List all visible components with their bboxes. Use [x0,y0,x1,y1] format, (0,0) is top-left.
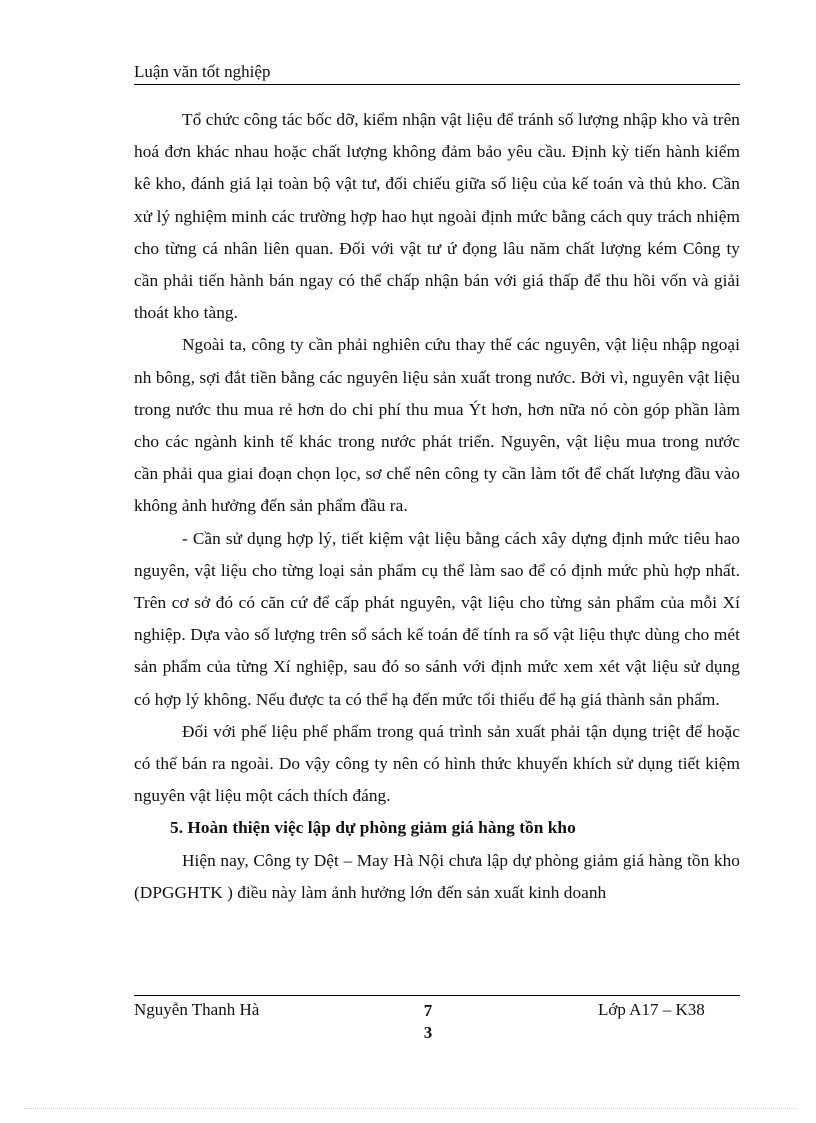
footer-class: Lớp A17 – K38 [598,1000,705,1019]
paragraph-5: Hiện nay, Công ty Dệt – May Hà Nội chưa lập dự phòng giảm giá hàng tồn kho (DPGGHTK ) điều này làm ảnh hưởng lớn đến sản xuất kinh doanh [134,850,740,902]
header-title: Luận văn tốt nghiệp [134,62,271,81]
page-edge-divider [24,1108,796,1109]
section-heading-5: 5. Hoàn thiện việc lập dự phòng giảm giá hàng tồn kho [170,818,576,838]
running-header [134,60,740,85]
page-number [410,1000,446,1044]
footer-author: Nguyễn Thanh Hà [134,1000,260,1019]
page-number-bottom: 3 [423,1023,433,1042]
footer-divider [134,995,740,996]
paragraph-2: Ngoài ta, công ty cần phải nghiên cứu thay thế các nguyên, vật liệu nhập ngoại nh bông, sợi đắt tiền bằng các nguyên liệu sản xuất trong nước. Bởi vì, nguyên vật liệu trong nước thu mua rẻ hơn do chi phí thu mua Ýt hơn, hơn nữa nó còn góp phần làm cho các ngành kinh tế khác trong nước phát triển. Nguyên, vật liệu mua trong nước cần phải qua giai đoạn chọn lọc, sơ chế nên công ty cần làm tốt để chất lượng đầu vào không ảnh hưởng đến sản phẩm đầu ra. [134,335,740,516]
document-body [134,104,740,909]
paragraph-4: Đối với phế liệu phế phẩm trong quá trình sản xuất phải tận dụng triệt để hoặc có thể bán ra ngoài. Do vậy công ty nên có hình thức khuyến khích sử dụng tiết kiệm nguyên vật liệu một cách thích đáng. [134,721,740,806]
paragraph-1: Tổ chức công tác bốc dỡ, kiểm nhận vật liệu để tránh số lượng nhập kho và trên hoá đơn khác nhau hoặc chất lượng không đảm bảo yêu cầu. Định kỳ tiến hành kiểm kê kho, đánh giá lại toàn bộ vật tư, đối chiếu giữa số liệu của kế toán và thủ kho. Cần xử lý nghiệm minh các trường hợp hao hụt ngoài định mức bằng cách quy trách nhiệm cho từng cá nhân liên quan. Đối với vật tư ứ đọng lâu năm chất lượng kém Công ty cần phải tiến hành bán ngay có thể chấp nhận bán với giá thấp để thu hồi vốn và giải thoát kho tàng. [134,110,740,323]
paragraph-3: - Cần sử dụng hợp lý, tiết kiệm vật liệu bằng cách xây dựng định mức tiêu hao nguyên, vật liệu cho từng loại sản phẩm cụ thể làm sao để có định mức phù hợp nhất. Trên cơ sở đó có căn cứ để cấp phát nguyên, vật liệu cho từng sản phẩm của mỗi Xí nghiệp. Dựa vào số lượng trên sổ sách kế toán để tính ra số vật liệu thực dùng cho mét sản phẩm của từng Xí nghiệp, sau đó so sánh với định mức xem xét vật liệu sử dụng có hợp lý không. Nếu được ta có thể hạ đến mức tối thiểu để hạ giá thành sản phẩm. [134,528,740,709]
page-number-top: 7 [423,1001,433,1020]
